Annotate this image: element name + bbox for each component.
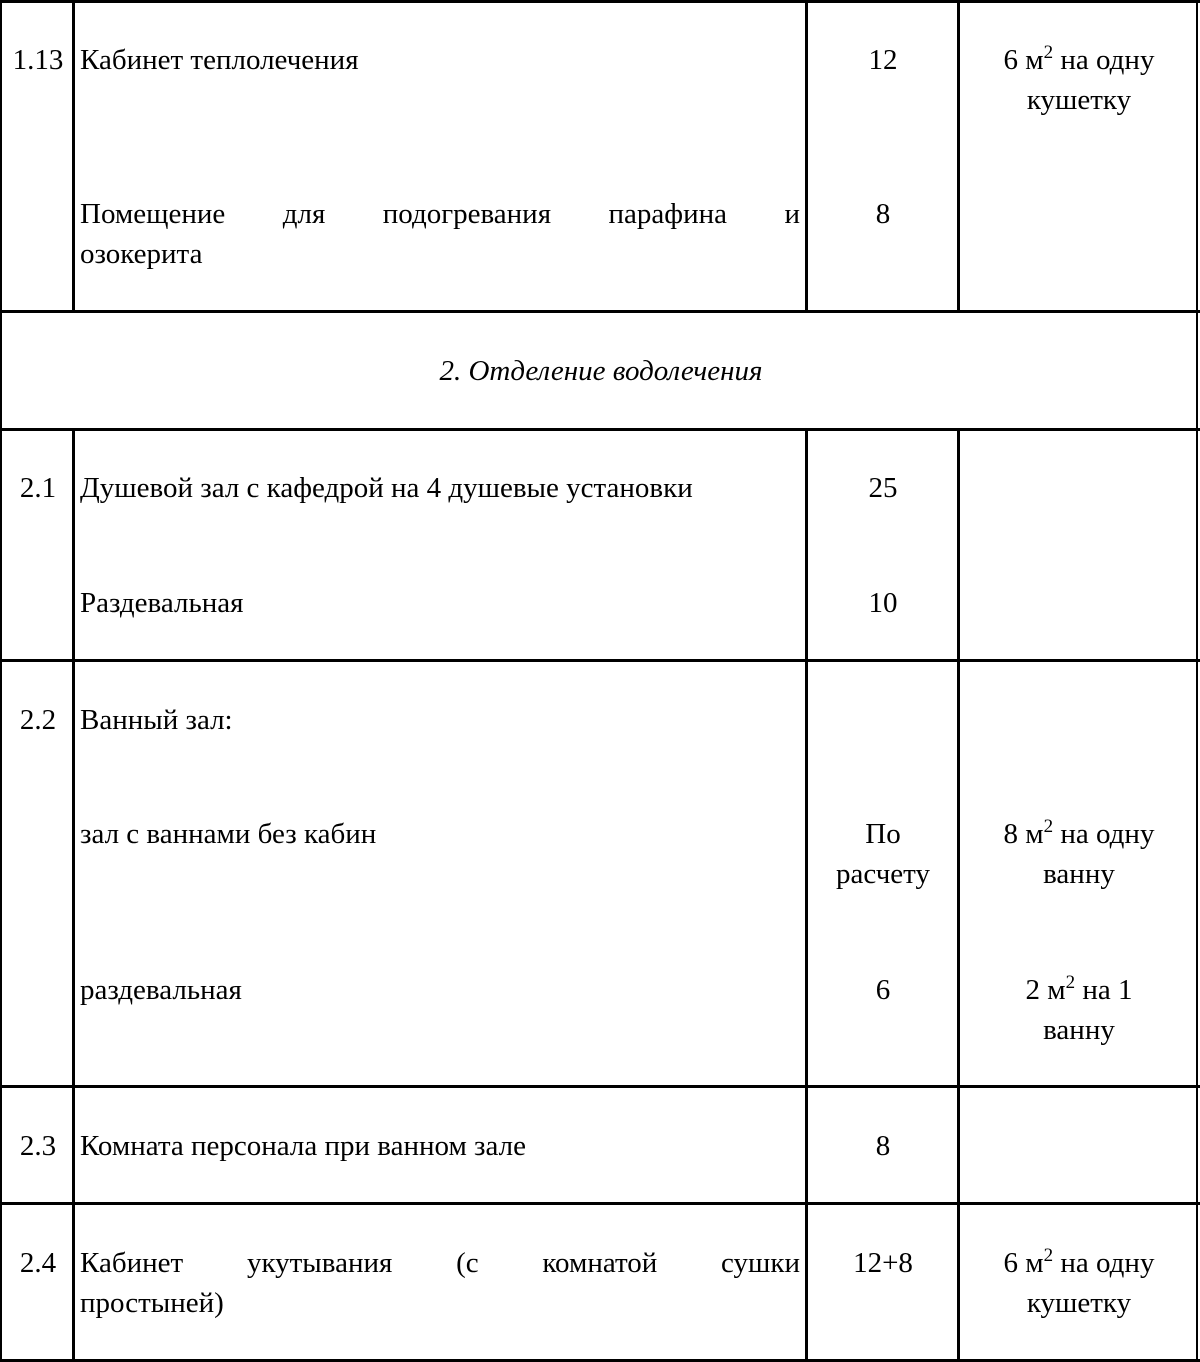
- room-area: 6: [875, 974, 891, 1006]
- column-rule: [805, 428, 808, 1362]
- row-number: 2.2: [19, 704, 57, 736]
- table-rule: [2, 659, 1200, 662]
- row-number: 2.3: [19, 1130, 57, 1162]
- row-number: 2.1: [19, 472, 57, 504]
- table-rule: [2, 1085, 1200, 1088]
- room-norm-line2: ванну: [1043, 1014, 1115, 1046]
- table-rule: [2, 1202, 1200, 1205]
- room-norm-line2: кушетку: [1026, 1287, 1132, 1319]
- room-name: зал с ваннами без кабин: [80, 818, 377, 850]
- room-norm: 6 $м^2$ на одну: [1003, 1245, 1155, 1279]
- room-area: 10: [868, 587, 898, 619]
- room-area-line2: расчету: [836, 858, 930, 890]
- room-norm: 6 $м^2$ на одну: [1003, 42, 1155, 76]
- room-area: 25: [868, 472, 898, 504]
- table-rule: [2, 310, 1200, 313]
- room-norm: 8 $м^2$ на одну: [1003, 816, 1155, 850]
- room-name: Душевой зал с кафедрой на 4 душевые установки: [80, 472, 693, 504]
- section-title: 2. Отделение водолечения: [439, 355, 763, 387]
- column-rule: [72, 428, 75, 1362]
- room-norm: 2 $м^2$ на 1: [1025, 972, 1133, 1006]
- room-name: Кабинет теплолечения: [80, 44, 359, 76]
- room-name-line2: озокерита: [80, 238, 203, 270]
- column-rule: [957, 428, 960, 1362]
- row-number: 1.13: [12, 44, 64, 76]
- table-rule: [2, 0, 1200, 3]
- room-area: 8: [875, 1130, 891, 1162]
- table-rule: [2, 428, 1200, 431]
- room-area: 8: [875, 198, 891, 230]
- room-norm-line2: ванну: [1043, 858, 1115, 890]
- row-number: 2.4: [19, 1247, 57, 1279]
- room-name-line2: простыней): [80, 1287, 224, 1319]
- room-name: Помещение для подогревания парафина и: [80, 198, 800, 230]
- room-name: Раздевальная: [80, 587, 244, 619]
- room-name: раздевальная: [80, 974, 242, 1006]
- room-name: Ванный зал:: [80, 704, 233, 736]
- room-norm-line2: кушетку: [1026, 84, 1132, 116]
- room-area: 12: [868, 44, 898, 76]
- room-area: По: [865, 818, 901, 850]
- room-area: 12+8: [853, 1247, 913, 1279]
- room-name: Комната персонала при ванном зале: [80, 1130, 526, 1162]
- room-name: Кабинет укутывания (с комнатой сушки: [80, 1247, 800, 1279]
